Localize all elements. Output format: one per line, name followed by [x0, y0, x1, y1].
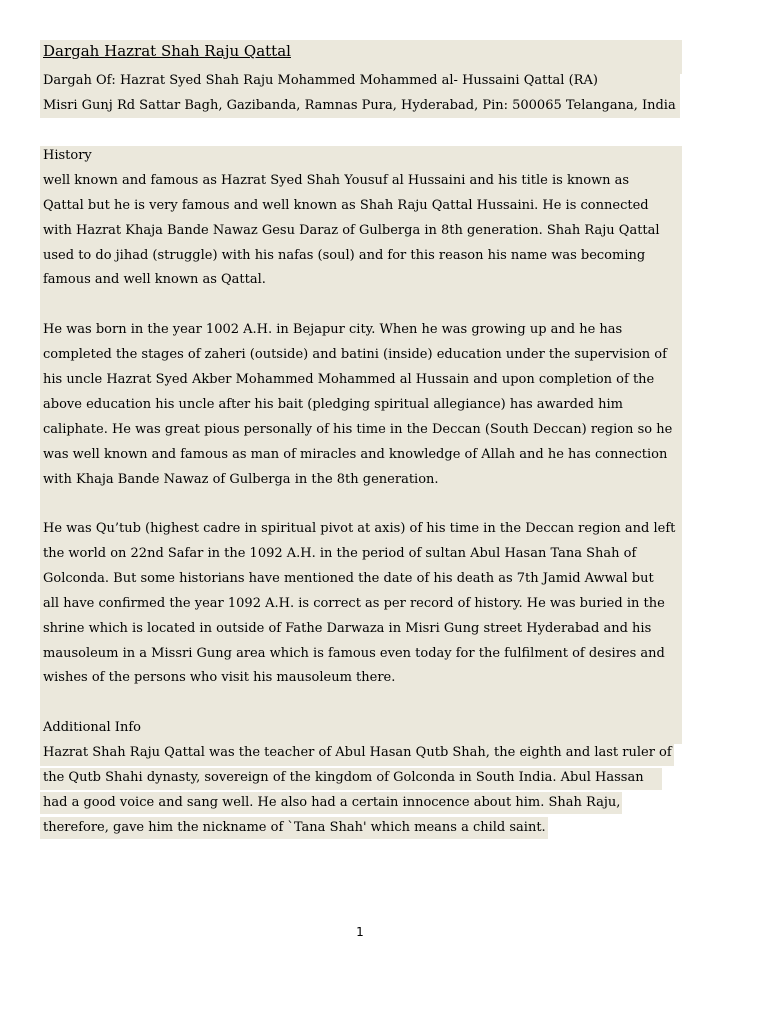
history-p1-line: well known and famous as Hazrat Syed Shah Yousuf al Hussaini and his title is known as: [43, 173, 630, 188]
address-line: Misri Gunj Rd Sattar Bagh, Gazibanda, Ramnas Pura, Hyderabad, Pin: 500065 Telangana, India: [43, 98, 676, 113]
history-p2-line: above education his uncle after his bait (pledging spiritual allegiance) has awarded him: [43, 397, 623, 412]
history-p2-line: with Khaja Bande Nawaz of Gulberga in the 8th generation.: [43, 472, 439, 487]
page-number: 1: [356, 925, 364, 939]
history-p2-line: his uncle Hazrat Syed Akber Mohammed Mohammed al Hussain and upon completion of the: [43, 372, 655, 387]
history-p3-line: all have confirmed the year 1092 A.H. is correct as per record of history. He was buried in the: [43, 596, 665, 611]
page-title: Dargah Hazrat Shah Raju Qattal: [43, 42, 291, 60]
history-p3-line: the world on 22nd Safar in the 1092 A.H. in the period of sultan Abul Hasan Tana Shah of: [43, 546, 637, 561]
history-p1-line: used to do jihad (struggle) with his nafas (soul) and for this reason his name was becoming: [43, 248, 646, 263]
history-p2-line: He was born in the year 1002 A.H. in Bejapur city. When he was growing up and he has: [43, 322, 623, 337]
additional-info-line: the Qutb Shahi dynasty, sovereign of the kingdom of Golconda in South India. Abul Hassan: [43, 770, 644, 785]
history-p2-line: caliphate. He was great pious personally of his time in the Deccan (South Deccan) region so he: [43, 422, 673, 437]
history-p3-line: Golconda. But some historians have mentioned the date of his death as 7th Jamid Awwal but: [43, 571, 654, 586]
history-p1-line: famous and well known as Qattal.: [43, 272, 266, 287]
history-p1-line: with Hazrat Khaja Bande Nawaz Gesu Daraz of Gulberga in 8th generation. Shah Raju Qattal: [43, 223, 660, 238]
additional-info-line: had a good voice and sang well. He also had a certain innocence about him. Shah Raju,: [43, 795, 621, 810]
history-heading: History: [43, 148, 92, 163]
history-p2-line: completed the stages of zaheri (outside) and batini (inside) education under the supervision of: [43, 347, 667, 362]
additional-info-heading: Additional Info: [43, 720, 141, 735]
history-p3-line: He was Qu’tub (highest cadre in spiritual pivot at axis) of his time in the Deccan region and left: [43, 521, 676, 536]
additional-info-line: therefore, gave him the nickname of `Tana Shah' which means a child saint.: [43, 820, 546, 835]
additional-info-line: Hazrat Shah Raju Qattal was the teacher of Abul Hasan Qutb Shah, the eighth and last ruler of: [43, 745, 672, 760]
dargah-of-line: Dargah Of: Hazrat Syed Shah Raju Mohammed Mohammed al- Hussaini Qattal (RA): [43, 73, 598, 88]
history-p3-line: mausoleum in a Missri Gung area which is famous even today for the fulfilment of desires and: [43, 646, 665, 661]
history-p3-line: shrine which is located in outside of Fathe Darwaza in Misri Gung street Hyderabad and his: [43, 621, 652, 636]
history-p3-line: wishes of the persons who visit his mausoleum there.: [43, 670, 396, 685]
history-p2-line: was well known and famous as man of miracles and knowledge of Allah and he has connection: [43, 447, 668, 462]
history-p1-line: Qattal but he is very famous and well known as Shah Raju Qattal Hussaini. He is connected: [43, 198, 649, 213]
